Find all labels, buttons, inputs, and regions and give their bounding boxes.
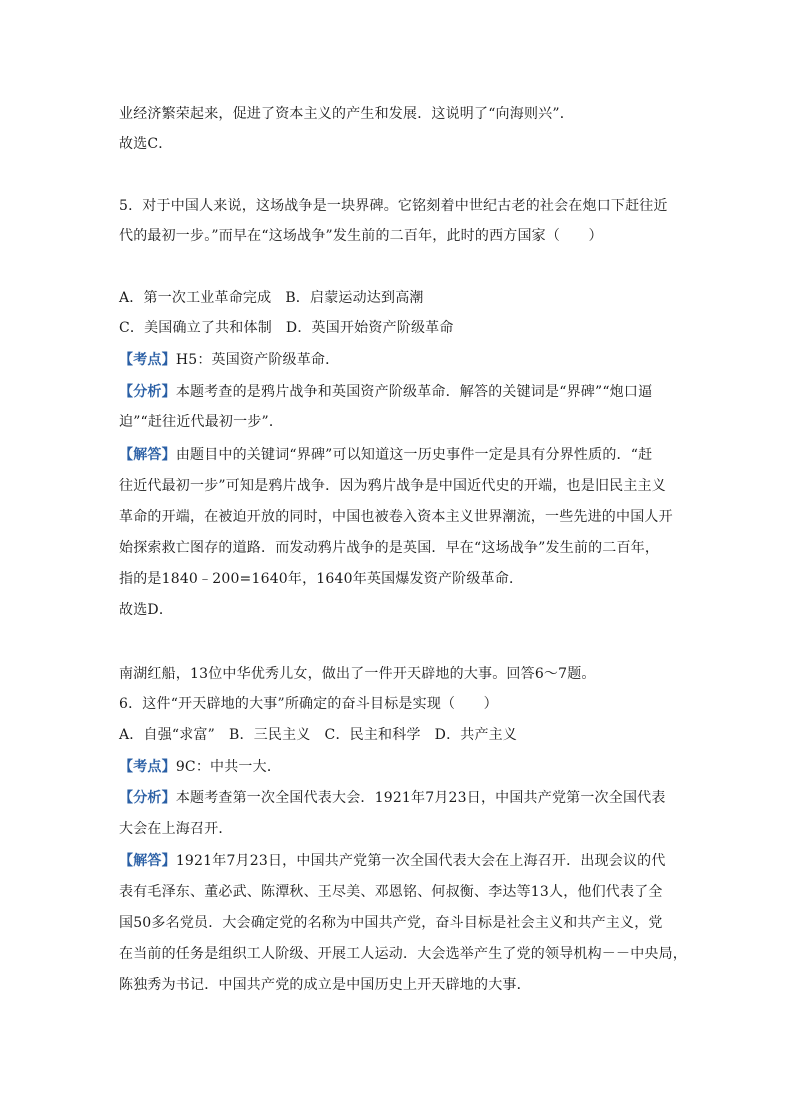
q6-option-b: B．三民主义 — [229, 727, 311, 743]
q5-option-b: B．启蒙运动达到高潮 — [285, 290, 424, 306]
q6-7-intro: 南湖红船，13位中华优秀儿女，做出了一件开天辟地的大事。回答6～7题。 — [119, 666, 596, 682]
q5-kaodian-tag: 【考点】 — [119, 352, 176, 368]
q5-stem-line2: 代的最初一步。”而早在“这场战争”发生前的二百年，此时的西方国家（ ） — [119, 228, 603, 244]
q5-fenxi-text1: 本题考查的是鸦片战争和英国资产阶级革命．解答的关键词是“界碑”“炮口逼 — [175, 384, 653, 400]
q6-stem: 6．这件“开天辟地的大事”所确定的奋斗目标是实现（ ） — [119, 696, 498, 712]
q5-kaodian-text: H5：英国资产阶级革命． — [175, 352, 340, 368]
q6-option-d: D．共产主义 — [434, 727, 518, 743]
q6-jieda-text1: 1921年7月23日，中国共产党第一次全国代表大会在上海召开．出现会议的代 — [175, 853, 666, 869]
q6-fenxi-tag: 【分析】 — [119, 790, 176, 806]
q5-options-row2 — [119, 318, 454, 338]
q6-jieda-line5: 陈独秀为书记．中国共产党的成立是中国历史上开天辟地的大事． — [119, 977, 531, 993]
q5-jieda-line3: 革命的开端，在被迫开放的同时，中国也被卷入资本主义世界潮流，一些先进的中国人开 — [119, 509, 673, 525]
q6-option-c: C．民主和科学 — [324, 727, 421, 743]
q4-explanation-line: 业经济繁荣起来，促进了资本主义的产生和发展．这说明了“向海则兴”． — [119, 106, 574, 122]
q5-fenxi-tag: 【分析】 — [119, 384, 176, 400]
q6-fenxi-line1 — [119, 788, 666, 808]
q5-jieda-tag: 【解答】 — [119, 447, 176, 463]
q5-jieda-line4: 始探索救亡图存的道路．而发动鸦片战争的是英国．早在“这场战争”发生前的二百年， — [119, 540, 660, 556]
q5-jieda-line5: 指的是1840﹣200=1640年，1640年英国爆发资产阶级革命． — [119, 571, 524, 587]
q6-jieda-line4: 在当前的任务是组织工人阶级、开展工人运动．大会选举产生了党的领导机构－－中央局， — [119, 946, 687, 962]
q6-jieda-line2: 表有毛泽东、董必武、陈潭秋、王尽美、邓恩铭、何叔衡、李达等13人，他们代表了全 — [119, 884, 663, 900]
q5-jieda-line2: 往近代最初一步”可知是鸦片战争．因为鸦片战争是中国近代史的开端，也是旧民主主义 — [119, 478, 666, 494]
q5-answer: 故选D． — [119, 602, 174, 618]
q6-jieda-line3: 国50多名党员．大会确定党的名称为中国共产党，奋斗目标是社会主义和共产主义，党 — [119, 915, 663, 931]
q5-jieda-text1: 由题目中的关键词“界碑”可以知道这一历史事件一定是具有分界性质的．“赶 — [175, 447, 653, 463]
q6-fenxi-line2: 大会在上海召开． — [119, 821, 233, 837]
q5-options-row1 — [119, 288, 424, 308]
q6-options — [119, 725, 517, 745]
q5-kaodian — [119, 350, 339, 370]
q5-fenxi-line2: 迫”“赶往近代最初一步”． — [119, 414, 284, 430]
q6-kaodian-text: 9C：中共一大． — [175, 759, 282, 775]
q6-option-a: A．自强“求富” — [119, 727, 216, 743]
q6-jieda-line1 — [119, 851, 666, 871]
q6-kaodian — [119, 757, 281, 777]
q5-option-d: D．英国开始资产阶级革命 — [285, 320, 454, 336]
q5-option-c: C．美国确立了共和体制 — [119, 320, 272, 336]
q6-jieda-tag: 【解答】 — [119, 853, 176, 869]
q5-jieda-line1 — [119, 445, 652, 465]
q4-answer: 故选C． — [119, 136, 173, 152]
q5-option-a: A．第一次工业革命完成 — [119, 290, 272, 306]
q5-fenxi-line1 — [119, 382, 652, 402]
q6-fenxi-text1: 本题考查第一次全国代表大会．1921年7月23日，中国共产党第一次全国代表 — [175, 790, 666, 806]
q6-kaodian-tag: 【考点】 — [119, 759, 176, 775]
q5-stem-line1: 5．对于中国人来说，这场战争是一块界碑。它铭刻着中世纪古老的社会在炮口下赶往近 — [119, 198, 668, 214]
